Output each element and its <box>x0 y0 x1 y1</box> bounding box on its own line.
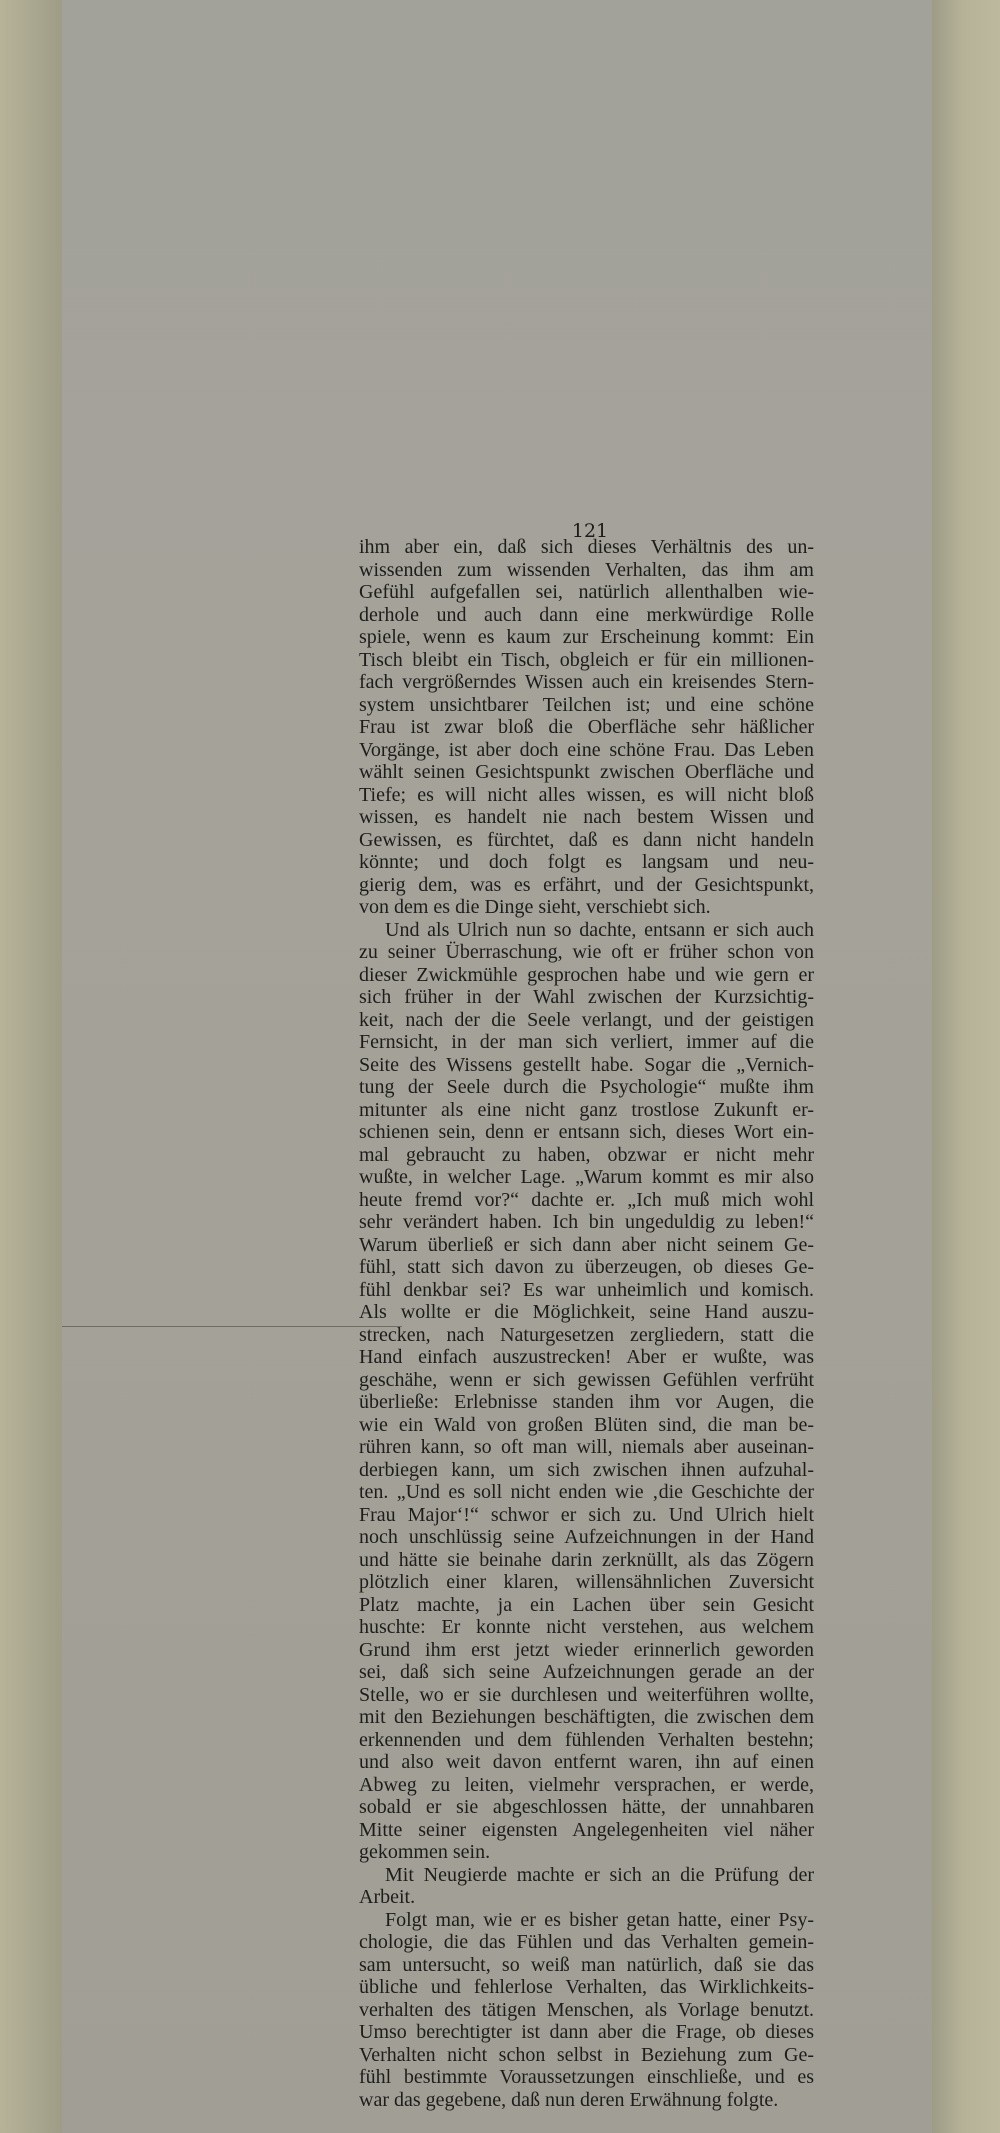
text-line: Platz machte, ja ein Lachen über sein Gesicht <box>359 1593 814 1616</box>
text-line: Hand einfach auszustrecken! Aber er wußte, was <box>359 1346 814 1368</box>
paragraph <box>359 1909 814 2112</box>
paragraph <box>359 536 814 919</box>
text-line: rühren kann, so oft man will, niemals aber auseinan- <box>359 1436 814 1458</box>
text-line: huschte: Er konnte nicht verstehen, aus welchem <box>359 1616 814 1638</box>
text-line: wissenden zum wissenden Verhalten, das ihm am <box>359 558 814 581</box>
text-line: Mitte seiner eigensten Angelegenheiten viel näher <box>359 1818 814 1841</box>
text-line: Mit Neugierde machte er sich an die Prüfung der <box>385 1863 814 1886</box>
text-line: erkennenden und dem fühlenden Verhalten bestehn; <box>359 1728 814 1751</box>
text-line: ihm aber ein, daß sich dieses Verhältnis des un- <box>359 536 814 558</box>
text-line: system unsichtbarer Teilchen ist; und eine schöne <box>359 693 814 716</box>
text-line: war das gegebene, daß nun deren Erwähnung folgte. <box>359 2088 779 2111</box>
body-text <box>359 536 814 2111</box>
text-line: von dem es die Dinge sieht, verschiebt sich. <box>359 896 711 918</box>
text-line: Und als Ulrich nun so dachte, entsann er sich auch <box>385 918 814 941</box>
text-line: heute fremd vor?“ dachte er. „Ich muß mich wohl <box>359 1188 814 1211</box>
text-line: gekommen sein. <box>359 1841 491 1863</box>
text-line: Frau ist zwar bloß die Oberfläche sehr häßlicher <box>359 716 814 738</box>
text-line: fach vergrößerndes Wissen auch ein kreisendes Stern- <box>359 671 814 693</box>
text-line: wie ein Wald von großen Blüten sind, die man be- <box>359 1413 814 1436</box>
text-line: Folgt man, wie er es bisher getan hatte, einer Psy- <box>385 1908 814 1931</box>
text-line: Frau Major‘!“ schwor er sich zu. Und Ulrich hielt <box>359 1503 814 1526</box>
text-line: Arbeit. <box>359 1886 416 1908</box>
text-line: tung der Seele durch die Psychologie“ mußte ihm <box>359 1076 814 1098</box>
text-line: wählt seinen Gesichtspunkt zwischen Oberfläche und <box>359 761 814 783</box>
text-line: fühl denkbar sei? Es war unheimlich und komisch. <box>359 1278 814 1301</box>
text-line: keit, nach der die Seele verlangt, und der geistigen <box>359 1008 814 1031</box>
left-page-edge <box>0 0 62 2133</box>
text-line: sich früher in der Wahl zwischen der Kurzsichtig- <box>359 986 814 1008</box>
text-line: übliche und fehlerlose Verhalten, das Wirklichkeits- <box>359 1976 814 1998</box>
text-line: wußte, in welcher Lage. „Warum kommt es mir also <box>359 1166 814 1188</box>
text-line: ten. „Und es soll nicht enden wie ‚die Geschichte der <box>359 1481 814 1503</box>
text-line: Verhalten nicht schon selbst in Beziehung zum Ge- <box>359 2043 814 2066</box>
text-line: mit den Beziehungen beschäftigten, die zwischen dem <box>359 1706 814 1728</box>
text-line: derhole und auch dann eine merkwürdige Rolle <box>359 603 814 626</box>
text-line: spiele, wenn es kaum zur Erscheinung kommt: Ein <box>359 626 814 648</box>
text-line: mal gebraucht zu haben, obzwar er nicht mehr <box>359 1143 814 1166</box>
text-line: Vorgänge, ist aber doch eine schöne Frau. Das Leben <box>359 738 814 761</box>
text-line: chologie, die das Fühlen und das Verhalten gemein- <box>359 1931 814 1953</box>
text-line: Tiefe; es will nicht alles wissen, es will nicht bloß <box>359 783 814 806</box>
text-line: verhalten des tätigen Menschen, als Vorlage benutzt. <box>359 1998 814 2021</box>
text-line: und hätte sie beinahe darin zerknüllt, als das Zögern <box>359 1548 814 1571</box>
text-line: Umso berechtigter ist dann aber die Frage, ob dieses <box>359 2021 814 2043</box>
margin-pencil-line <box>62 1326 402 1327</box>
page-number-text: 121 <box>571 520 609 542</box>
text-line: derbiegen kann, um sich zwischen ihnen aufzuhal- <box>359 1458 814 1481</box>
text-line: Abweg zu leiten, vielmehr versprachen, er werde, <box>359 1773 814 1796</box>
text-line: Fernsicht, in der man sich verliert, immer auf die <box>359 1031 814 1053</box>
text-line: plötzlich einer klaren, willensähnlichen Zuversicht <box>359 1571 814 1593</box>
text-line: Gefühl aufgefallen sei, natürlich allenthalben wie- <box>359 581 814 603</box>
text-line: schienen sein, denn er entsann sich, dieses Wort ein- <box>359 1121 814 1143</box>
text-line: mitunter als eine nicht ganz trostlose Zukunft er- <box>359 1098 814 1121</box>
text-line: Seite des Wissens gestellt habe. Sogar die „Vernich- <box>359 1053 814 1076</box>
right-page-edge <box>932 0 1000 2133</box>
text-line: sehr verändert haben. Ich bin ungeduldig zu leben!“ <box>359 1211 814 1233</box>
text-line: sam untersucht, so weiß man natürlich, daß sie das <box>359 1953 814 1976</box>
text-line: fühl, statt sich davon zu überzeugen, ob dieses Ge- <box>359 1256 814 1278</box>
text-line: könnte; und doch folgt es langsam und neu- <box>359 851 814 873</box>
text-line: Stelle, wo er sie durchlesen und weiterführen wollte, <box>359 1683 814 1706</box>
text-line: sei, daß sich seine Aufzeichnungen gerade an der <box>359 1661 814 1683</box>
text-line: Als wollte er die Möglichkeit, seine Hand auszu- <box>359 1301 814 1323</box>
text-line: noch unschlüssig seine Aufzeichnungen in der Hand <box>359 1526 814 1548</box>
text-line: Tisch bleibt ein Tisch, obgleich er für ein millionen- <box>359 648 814 671</box>
text-line: strecken, nach Naturgesetzen zergliedern, statt die <box>359 1323 814 1346</box>
text-line: überließe: Erlebnisse standen ihm vor Augen, die <box>359 1391 814 1413</box>
text-line: gierig dem, was es erfährt, und der Gesichtspunkt, <box>359 873 814 896</box>
text-line: Gewissen, es fürchtet, daß es dann nicht handeln <box>359 828 814 851</box>
text-line: zu seiner Überraschung, wie oft er früher schon von <box>359 941 814 963</box>
text-line: fühl bestimmte Voraussetzungen einschließe, und es <box>359 2066 814 2088</box>
text-line: sobald er sie abgeschlossen hätte, der unnahbaren <box>359 1796 814 1818</box>
text-line: und also weit davon entfernt waren, ihn auf einen <box>359 1751 814 1773</box>
text-line: wissen, es handelt nie nach bestem Wissen und <box>359 806 814 828</box>
paragraph <box>359 919 814 1864</box>
text-line: geschähe, wenn er sich gewissen Gefühlen verfrüht <box>359 1368 814 1391</box>
text-line: Grund ihm erst jetzt wieder erinnerlich geworden <box>359 1638 814 1661</box>
text-line: dieser Zwickmühle gesprochen habe und wie gern er <box>359 963 814 986</box>
text-line: Warum überließ er sich dann aber nicht seinem Ge- <box>359 1233 814 1256</box>
paragraph <box>359 1864 814 1909</box>
